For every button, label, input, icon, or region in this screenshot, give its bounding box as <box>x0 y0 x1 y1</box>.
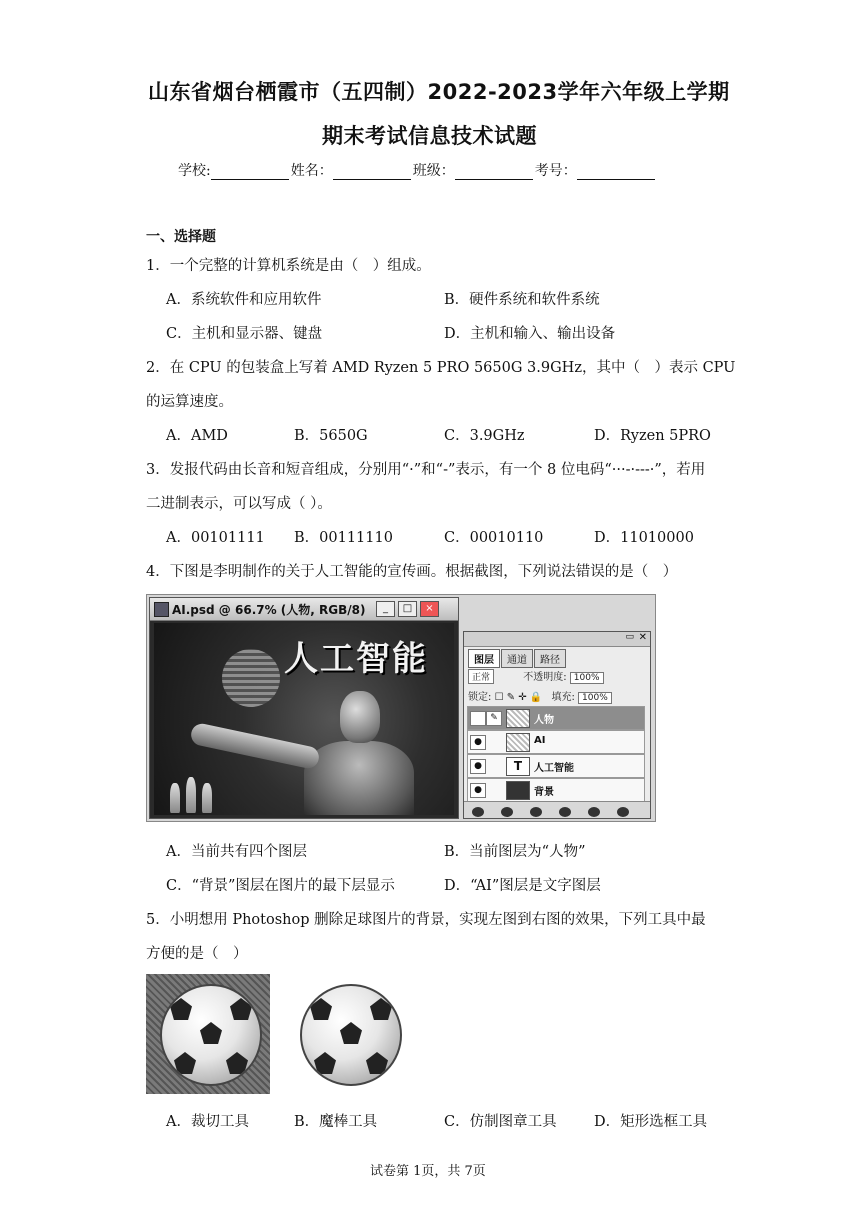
photoshop-app-icon <box>154 602 169 617</box>
panel-minimize-icon[interactable]: ▭ <box>625 632 634 642</box>
exam-number-blank[interactable] <box>577 165 655 180</box>
q1-option-d[interactable]: D．主机和输入、输出设备 <box>444 326 616 342</box>
q1-option-b[interactable]: B．硬件系统和软件系统 <box>444 292 600 308</box>
visibility-eye-icon[interactable]: ● <box>470 783 486 798</box>
q3-option-b[interactable]: B．00111110 <box>294 530 393 546</box>
mask-icon[interactable] <box>530 807 542 817</box>
photoshop-screenshot <box>146 594 656 822</box>
canvas-title-text: 人工智能 <box>284 639 428 679</box>
name-blank[interactable] <box>333 165 411 180</box>
document-window <box>149 597 459 819</box>
class-blank[interactable] <box>455 165 533 180</box>
school-blank[interactable] <box>211 165 289 180</box>
lock-fill-row <box>468 688 612 704</box>
visibility-eye-icon[interactable] <box>470 711 486 726</box>
robot-body-graphic <box>304 741 414 815</box>
text-layer-icon: T <box>506 757 530 776</box>
trash-icon[interactable] <box>617 807 629 817</box>
visibility-eye-icon[interactable]: ● <box>470 759 486 774</box>
fill-input[interactable]: 100% <box>578 692 612 704</box>
q2-stem-line2: 的运算速度。 <box>146 394 233 410</box>
robot-head-graphic <box>340 691 380 743</box>
page-footer: 试卷第 1页，共 7页 <box>370 1164 486 1179</box>
layer-row-person[interactable] <box>467 706 645 730</box>
name-label: 姓名： <box>290 163 333 179</box>
soccer-ball-with-background-image <box>146 974 270 1094</box>
opacity-label: 不透明度: <box>523 672 567 683</box>
q3-stem-line1: 3．发报代码由长音和短音组成，分别用“·”和“-”表示，有一个 8 位电码“···-·---·”，若用 <box>146 462 706 478</box>
q5-option-c[interactable]: C．仿制图章工具 <box>444 1114 557 1130</box>
q3-option-d[interactable]: D．11010000 <box>594 530 694 546</box>
q4-option-a[interactable]: A．当前共有四个图层 <box>166 844 307 860</box>
soccer-ball-graphic <box>300 984 402 1086</box>
opacity-input[interactable]: 100% <box>570 672 604 684</box>
new-layer-icon[interactable] <box>588 807 600 817</box>
school-label: 学校: <box>178 163 211 179</box>
q1-option-c[interactable]: C．主机和显示器、键盘 <box>166 326 323 342</box>
tab-layers[interactable]: 图层 <box>468 649 500 668</box>
adjustment-icon[interactable] <box>559 807 571 817</box>
q2-option-c[interactable]: C．3.9GHz <box>444 428 525 444</box>
layer-row-text[interactable] <box>467 754 645 778</box>
visibility-eye-icon[interactable]: ● <box>470 735 486 750</box>
class-label: 班级： <box>412 163 455 179</box>
q3-option-a[interactable]: A．00101111 <box>166 530 265 546</box>
student-info-line <box>178 160 657 180</box>
robot-arm-graphic <box>189 722 321 771</box>
canvas-artwork <box>154 623 454 815</box>
layer-name: 背景 <box>534 787 554 798</box>
panel-header <box>464 632 650 647</box>
layer-thumbnail <box>506 733 530 752</box>
q3-stem-line2: 二进制表示，可以写成（ ）。 <box>146 496 332 512</box>
tab-channels[interactable]: 通道 <box>501 649 533 668</box>
panel-tabs <box>468 648 567 664</box>
panel-bottom-toolbar <box>464 801 650 818</box>
q5-option-d[interactable]: D．矩形选框工具 <box>594 1114 708 1130</box>
q4-stem: 4．下图是李明制作的关于人工智能的宣传画。根据截图，下列说法错误的是（ ） <box>146 564 678 580</box>
minimize-icon[interactable]: _ <box>376 601 395 617</box>
layer-row-background[interactable] <box>467 778 645 802</box>
chess-piece-graphic <box>202 783 212 813</box>
exam-number-label: 考号： <box>534 163 577 179</box>
document-title: AI.psd @ 66.7% (人物, RGB/8) <box>172 603 366 617</box>
q5-stem-line2: 方便的是（ ） <box>146 946 248 962</box>
brush-icon: ✎ <box>486 711 502 726</box>
layer-name: 人工智能 <box>534 763 574 774</box>
q4-option-b[interactable]: B．当前图层为“人物” <box>444 844 586 860</box>
q4-option-c[interactable]: C．“背景”图层在图片的最下层显示 <box>166 878 395 894</box>
layer-style-icon[interactable] <box>501 807 513 817</box>
section-heading: 一、选择题 <box>146 229 216 245</box>
q1-option-a[interactable]: A．系统软件和应用软件 <box>166 292 322 308</box>
q5-option-a[interactable]: A．裁切工具 <box>166 1114 249 1130</box>
layer-thumbnail <box>506 709 530 728</box>
lock-label: 锁定: <box>468 692 492 703</box>
q5-option-b[interactable]: B．魔棒工具 <box>294 1114 378 1130</box>
document-titlebar <box>150 598 458 621</box>
q4-option-d[interactable]: D．“AI”图层是文字图层 <box>444 878 601 894</box>
layer-name: 人物 <box>534 715 554 726</box>
tab-paths[interactable]: 路径 <box>534 649 566 668</box>
q3-option-c[interactable]: C．00010110 <box>444 530 544 546</box>
blend-opacity-row <box>468 668 604 684</box>
sphere-graphic <box>222 649 280 707</box>
chess-piece-graphic <box>186 777 196 813</box>
q2-option-a[interactable]: A．AMD <box>166 428 228 444</box>
soccer-ball-no-background-image <box>286 974 410 1094</box>
q2-stem-line1: 2．在 CPU 的包装盒上写着 AMD Ryzen 5 PRO 5650G 3.9GHz，其中（ ）表示 CPU <box>146 360 736 376</box>
q5-stem-line1: 5．小明想用 Photoshop 删除足球图片的背景，实现左图到右图的效果，下列工具中最 <box>146 912 706 928</box>
close-icon[interactable]: × <box>420 601 439 617</box>
exam-title-line1: 山东省烟台栖霞市（五四制）2022-2023学年六年级上学期 <box>148 80 730 104</box>
link-layers-icon[interactable] <box>472 807 484 817</box>
q2-option-b[interactable]: B．5650G <box>294 428 368 444</box>
q2-option-d[interactable]: D．Ryzen 5PRO <box>594 428 711 444</box>
lock-icons[interactable]: ☐ ✎ ✛ 🔒 <box>494 692 543 703</box>
chess-piece-graphic <box>170 783 180 813</box>
q1-stem: 1．一个完整的计算机系统是由（ ）组成。 <box>146 258 431 274</box>
exam-title-line2: 期末考试信息技术试题 <box>322 124 537 148</box>
maximize-icon[interactable]: □ <box>398 601 417 617</box>
layers-panel <box>463 631 651 819</box>
soccer-ball-graphic <box>160 984 262 1086</box>
layer-thumbnail <box>506 781 530 800</box>
blend-mode-select[interactable]: 正常 <box>468 669 494 684</box>
fill-label: 填充: <box>551 692 575 703</box>
layer-row-ai[interactable] <box>467 730 645 754</box>
layer-name: AI <box>534 735 546 746</box>
panel-close-icon[interactable]: ✕ <box>638 632 647 643</box>
